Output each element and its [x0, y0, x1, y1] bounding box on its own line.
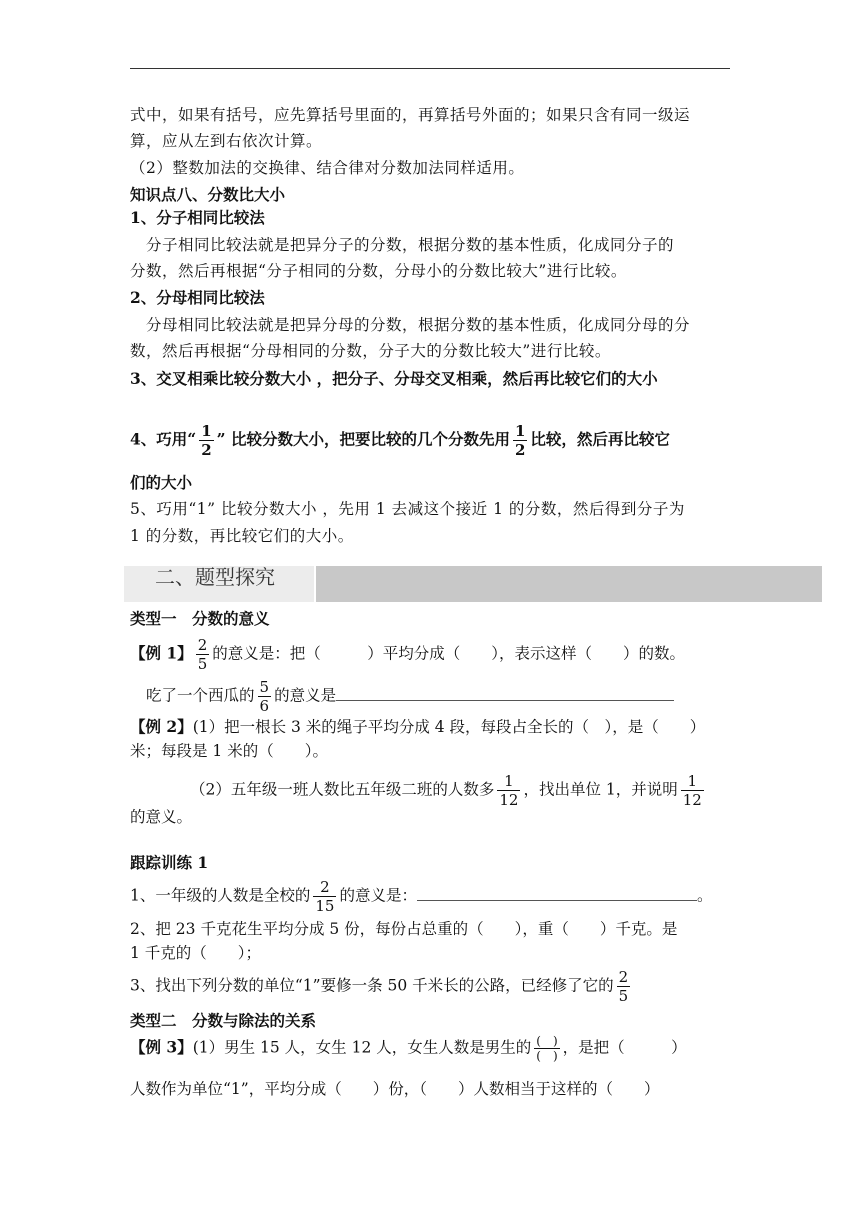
section-banner-title: 二、题型探究 — [155, 565, 275, 589]
example-2-part-2: （2）五年级一班人数比五年级二班的人数多 $\frac{1}{12}$ ，找出单位 1，并说明 $\frac{1}{12}$ — [190, 772, 702, 809]
paragraph: 分母相同比较法就是把异分母的分数，根据分数的基本性质，化成同分母的分 — [146, 316, 691, 334]
example-label: 【例 2】 — [130, 717, 193, 736]
type-heading: 类型二 分数与除法的关系 — [130, 1011, 317, 1030]
subheading: 们的大小 — [130, 473, 193, 492]
text-line: 算，应从左到右依次计算。 — [130, 132, 323, 150]
answer-blank[interactable] — [336, 686, 674, 701]
fraction: $\frac{2}{5}$ — [618, 968, 629, 1005]
fraction: $\frac{2}{15}$ — [315, 878, 335, 915]
melon-question: 吃了一个西瓜的 $\frac{5}{6}$ 的意义是 — [146, 678, 674, 715]
paragraph: 数，然后再根据“分母相同的分数，分子大的分数比较大”进行比较。 — [130, 342, 611, 360]
fraction: $\frac{2}{5}$ — [197, 636, 208, 673]
text-line: 人数作为单位“1”，平均分成（ ）份，（ ）人数相当于这样的（ ） — [130, 1080, 660, 1098]
subheading: 3、交叉相乘比较分数大小 ，把分子、分母交叉相乘，然后再比较它们的大小 — [130, 369, 658, 388]
paragraph: 1 的分数，再比较它们的大小。 — [130, 527, 354, 545]
fraction: $\frac{1}{12}$ — [499, 772, 519, 809]
example-label: 【例 3】 — [130, 1037, 193, 1057]
example-label: 【例 1】 — [130, 643, 193, 663]
fraction-blank[interactable]: $\frac{( )}{( )}$ — [536, 1034, 558, 1063]
subheading-4 — [130, 422, 670, 459]
section-heading: 知识点八、分数比大小 — [130, 185, 286, 204]
text-line: 的意义。 — [130, 808, 193, 826]
s4-post: 比较，然后再比较它 — [530, 429, 670, 449]
subheading: 1、分子相同比较法 — [130, 208, 265, 227]
s4-pre: 4、巧用“ — [130, 429, 197, 449]
example-text: 的意义是：把（ ）平均分成（ ），表示这样（ ）的数。 — [212, 644, 685, 663]
fraction-half: $\frac{1}{2}$ — [514, 422, 526, 459]
paragraph: 5、巧用“1” 比较分数大小 ，先用 1 去减这个接近 1 的分数，然后得到分子为 — [130, 500, 685, 518]
fraction-half: $\frac{1}{2}$ — [201, 422, 212, 459]
s4-mid: ” 比较分数大小，把要比较的几个分数先用 — [216, 429, 510, 449]
text-line: 式中，如果有括号，应先算括号里面的，再算括号外面的；如果只含有同一级运 — [130, 106, 691, 124]
fraction: $\frac{5}{6}$ — [259, 678, 270, 715]
track-heading: 跟踪训练 1 — [130, 853, 209, 872]
text-line: 1 千克的（ ）； — [130, 944, 262, 962]
text-line: 米；每段是 1 米的（ ）。 — [130, 742, 328, 760]
example-3: 【例 3】(1）男生 15 人，女生 12 人，女生人数是男生的 $\frac{( )}{( )}$ ，是把（ ） — [130, 1034, 687, 1063]
banner-right — [316, 566, 822, 602]
example-1 — [130, 636, 685, 673]
paragraph: 分数，然后再根据“分子相同的分数，分母小的分数比较大”进行比较。 — [130, 262, 627, 280]
type-heading: 类型一 分数的意义 — [130, 609, 270, 628]
track-question-1: 1、一年级的人数是全校的 $\frac{2}{15}$ 的意义是： 。 — [130, 878, 713, 915]
example-2: 【例 2】(1）把一根长 3 米的绳子平均分成 4 段，每段占全长的（ ），是（ ） — [130, 717, 706, 736]
answer-blank[interactable] — [417, 886, 697, 901]
fraction: $\frac{1}{12}$ — [682, 772, 702, 809]
paragraph: 分子相同比较法就是把异分子的分数，根据分数的基本性质，化成同分子的 — [146, 236, 675, 254]
subheading: 2、分母相同比较法 — [130, 288, 265, 307]
header-rule — [130, 68, 730, 69]
text-line: 2、把 23 千克花生平均分成 5 份，每份占总重的（ ），重（ ）千克。是 — [130, 920, 678, 938]
text-line: （2）整数加法的交换律、结合律对分数加法同样适用。 — [130, 159, 525, 177]
track-question-3: 3、找出下列分数的单位“1”要修一条 50 千米长的公路，已经修了它的 $\frac{2}{5}$ — [130, 968, 629, 1005]
